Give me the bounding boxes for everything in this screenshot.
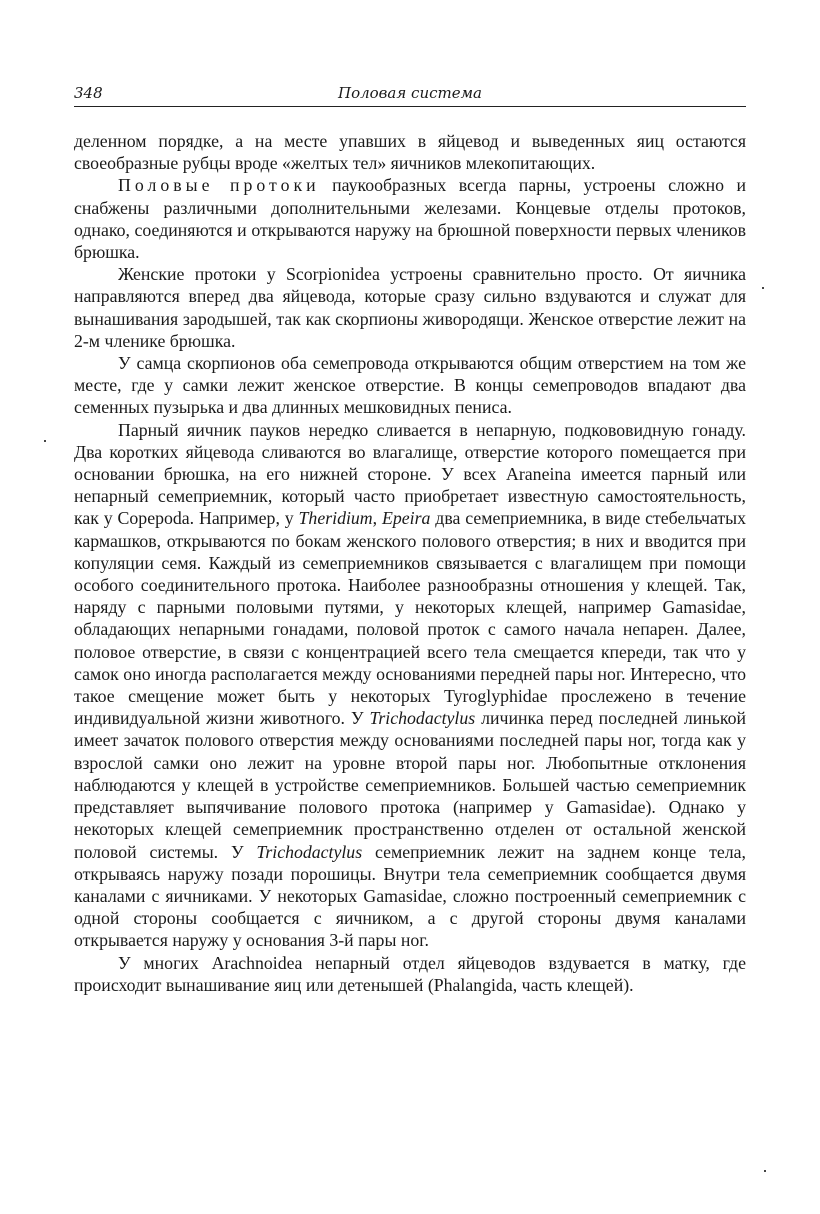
paragraph-continuation <box>74 130 746 174</box>
paragraph-spiders-mites <box>74 419 746 952</box>
genus-name: Trichodactylus <box>369 708 476 729</box>
paragraph-text: У многих Arachnoidea непарный отдел яйцеводов вздувается в матку, где происходит вынашивание яиц или детенышей (Phalangida, часть клещей). <box>74 952 746 995</box>
paragraph-male-scorpion <box>74 352 746 419</box>
paragraph-text: семеприемник лежит на заднем конце тела, открываясь наружу позади порошицы. Внутри тела семеприемник сообщается двумя каналами с яичниками. У некоторых Gamasidae, сложно построенный семеприемник с одной стороны сообщается с яичником, а с другой стороны двумя каналами открывается наружу у основания 3-й пары ног. <box>74 841 746 951</box>
paragraph-sex-ducts <box>74 174 746 263</box>
spaced-term: Половые протоки <box>118 175 320 196</box>
print-speck <box>762 287 764 289</box>
genus-name: Theridium <box>298 508 373 529</box>
genus-name: Epeira <box>382 508 431 529</box>
paragraph-text: паукообразных всегда парны, устроены сложно и снабжены различными дополнительными железами. Концевые отделы протоков, однако, соединяются и открываются наружу на брюшной поверхности первых члеников брюшка. <box>74 175 746 263</box>
print-speck <box>44 440 46 442</box>
print-speck <box>764 1170 766 1172</box>
running-title: Половая система <box>337 84 482 102</box>
paragraph-uterus <box>74 952 746 996</box>
main-text <box>74 130 746 996</box>
paragraph-text: два семеприемника, в виде стебельчатых кармашков, открываются по бокам женского полового отверстия; в них и вводится при копуляции семя. Каждый из семеприемников связывается с влагалищем при помощи особого соединительного протока. Наиболее разнообразны отношения у клещей. Так, наряду с парными половыми путями, у некоторых клещей, например Gamasidae, обладающих непарными гонадами, половой проток с самого начала непарен. Далее, половое отверстие, в связи с концентрацией всего тела смещается кпереди, так что у самок оно иногда располагается между основаниями передней пары ног. Интересно, что такое смещение может быть у некоторых Tyroglyphidae прослежено в течение индивидуальной жизни животного. У <box>74 508 746 729</box>
page-header <box>74 84 746 107</box>
paragraph-text: У самца скорпионов оба семепровода открываются общим отверстием на том же месте, где у самки лежит женское отверстие. В концы семепроводов впадают два семенных пузырька и два длинных мешковидных пениса. <box>74 353 746 418</box>
paragraph-text: Женские протоки у Scorpionidea устроены сравнительно просто. От яичника направляются вперед два яйцевода, которые сразу сильно вздуваются и служат для вынашивания зародышей, так как скорпионы живородящи. Женское отверстие лежит на 2-м членике брюшка. <box>74 264 746 351</box>
paragraph-female-ducts <box>74 263 746 352</box>
paragraph-text: деленном порядке, а на месте упавших в яйцевод и выведенных яиц остаются своеобразные рубцы вроде «желтых тел» яичников млекопитающих. <box>74 131 746 174</box>
paragraph-text: личинка перед последней линькой имеет зачаток полового отверстия между основаниями последней пары ног, тогда как у взрослой самки оно лежит на уровне второй пары ног. Любопытные отклонения наблюдаются у клещей в устройстве семеприемников. Большей частью семеприемник представляет выпячивание полового протока (например у Gamasidae). Однако у некоторых клещей семеприемник пространственно отделен от остальной женской половой системы. У <box>74 708 746 862</box>
page-number: 348 <box>74 84 103 102</box>
paragraph-text: Парный яичник пауков нередко сливается в непарную, подкововидную гонаду. Два коротких яйцевода сливаются во влагалище, отверстие которого помещается при основании брюшка, на его нижней стороне. У всех Araneina имеется парный или непарный семеприемник, который часто приобретает известную самостоятельность, как у Copepoda. Например, у <box>74 419 746 529</box>
genus-name: Trichodactylus <box>256 841 363 862</box>
paragraph-text: , <box>372 508 382 529</box>
